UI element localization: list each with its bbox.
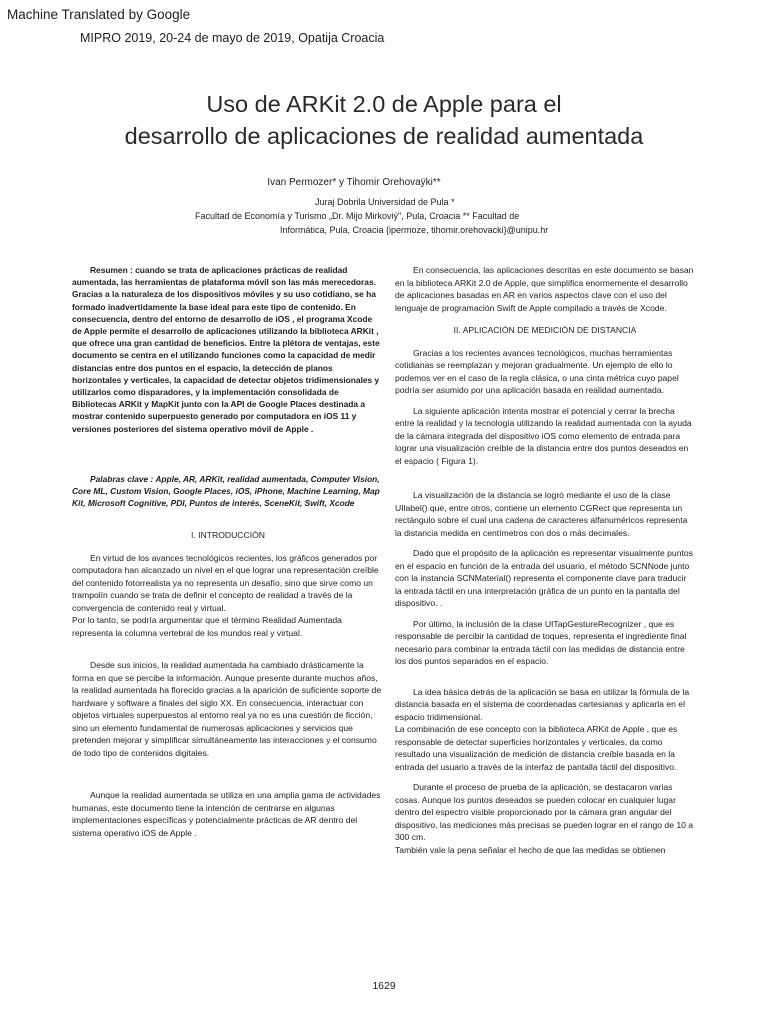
affiliation-block (180, 195, 600, 237)
paragraph: La idea básica detrás de la aplicación se basa en utilizar la fórmula de la distancia basada en el sistema de coordenadas cartesianas y aplicarla en el espacio tridimensional. (395, 686, 690, 722)
machine-translation-banner: Machine Translated by Google (7, 7, 191, 22)
keywords: Palabras clave : Apple, AR, ARKit, realidad aumentada, Computer Vision, Core ML, Custom Vision, Google Places, iOS, iPhone, Machine Learning, Map Kit, Microsoft Cognitive, PDI, Puntos de interés, SceneKit, Swift, Xcode (72, 473, 380, 509)
paragraph: Dado que el propósito de la aplicación es representar visualmente puntos en el espacio en función de la entrada del usuario, el método SCNNode junto con la instancia SCNMaterial() representa el componente clave para traducir la entrada táctil en una interpretación gráfica de un punto en la pantalla del dispositivo. . (395, 548, 693, 608)
paragraph: Desde sus inicios, la realidad aumentada ha cambiado drásticamente la forma en que se percibe la información. Aunque presente durante muchos años, la realidad aumentada ha florecido gracias a la aparición de suficiente soporte de hardware y software a finales del siglo XX. En consecuencia, interactuar con objetos virtuales superpuestos al entorno real ya no es una cuestión de ficción, sino un elemento fundamental de numerosas aplicaciones y servicios que pretenden mejorar y simplificar simultáneamente las interacciones y el consumo de todo tipo de contenidos digitales. (72, 660, 382, 758)
paragraph: Gracias a los recientes avances tecnológicos, muchas herramientas cotidianas se reemplazan y mejoran gradualmente. Un ejemplo de ello lo podemos ver en el caso de la regla clásica, o una cinta métrica cuyo papel podría ser asumido por una aplicación basada en realidad aumentada. (395, 347, 679, 395)
affiliation-line: Informática, Pula, Croacia {ipermoze, tihomir.orehovacki}@unipu.hr (280, 225, 549, 235)
paragraph: La combinación de ese concepto con la biblioteca ARKit de Apple , que es responsable de detectar superficies horizontales y verticales, da como resultado una visualización de medición de distancia creíble basada en la entrada del usuario a través de la interfaz de pantalla táctil del dispositivo. (395, 724, 678, 772)
paragraph: Por lo tanto, se podría argumentar que el término Realidad Aumentada representa la columna vertebral de los mundos real y virtual. (72, 615, 342, 638)
paragraph: Por último, la inclusión de la clase UITapGestureRecognizer , que es responsable de percibir la cantidad de toques, representa el ingrediente final necesario para combinar la entrada táctil con las medidas de distancia entre los dos puntos separados en el espacio. (395, 618, 687, 666)
conference-header: MIPRO 2019, 20-24 de mayo de 2019, Opatija Croacia (80, 31, 385, 45)
paragraph: En virtud de los avances tecnológicos recientes, los gráficos generados por computadora han alcanzado un nivel en el que lograr una representación creíble del contenido fotorrealista ya no representa un desafío, sino que sirve como un trampolín cuando se trata de definir el concepto de realidad a través de la convergencia de contenido real y virtual. (72, 552, 379, 613)
title-line-1: Uso de ARKit 2.0 de Apple para el (206, 91, 562, 117)
affiliation-line: Juraj Dobrila Universidad de Pula * (315, 197, 455, 207)
paragraph: La visualización de la distancia se logró mediante el uso de la clase UIlabel() que, entre otros, contiene un elemento CGRect que representa un rectángulo sobre el cual una cadena de caracteres alfanuméricos representa la distancia medida en centímetros con dos o más decimales. (395, 490, 688, 538)
abstract: Resumen : cuando se trata de aplicaciones prácticas de realidad aumentada, las herramientas de plataforma móvil son las más merecedoras. Gracias a la naturaleza de los dispositivos móviles y su uso cotidiano, se ha formado inadvertidamente la base ideal para este tipo de contenido. En consecuencia, dentro del entorno de desarrollo de iOS , el programa Xcode de Apple permite el desarrollo de aplicaciones utilizando la biblioteca ARKit , que ofrece una gran cantidad de beneficios. Entre la plétora de ventajas, este documento se centra en el utilizando funciones como la capacidad de medir distancias entre dos puntos en el espacio, la detección de planos horizontales y verticales, la capacidad de detectar objetos tridimensionales y utilizarlos como disparadores, y la implementación consolidada de Bibliotecas ARKit y MapKit junto con la API de Google Places destinada a mostrar contenido superpuesto generado por computadora en iOS 11 y versiones posteriores del sistema operativo móvil de Apple . (72, 265, 380, 434)
title-line-2: desarrollo de aplicaciones de realidad aumentada (124, 123, 644, 149)
paper-title (40, 88, 728, 152)
authors: Ivan Permozer* y Tihomir Orehovaÿki** (267, 177, 441, 188)
paragraph: Durante el proceso de prueba de la aplicación, se destacaron varias cosas. Aunque los puntos deseados se pueden colocar en cualquier lugar dentro del espectro visible proporcionado por la cámara gran angular del dispositivo, las mediciones más precisas se pueden lograr en el rango de 10 a 300 cm. (395, 782, 694, 842)
affiliation-line: Facultad de Economía y Turismo „Dr. Mijo Mirkoviý", Pula, Croacia ** Facultad de (195, 211, 520, 221)
paragraph: La siguiente aplicación intenta mostrar el potencial y cerrar la brecha entre la realidad y la tecnología utilizando la realidad aumentada con la ayuda de la cámara integrada del dispositivo iOS como elemento de entrada para lograr una visualización creíble de la distancia entre dos puntos deseados en el espacio ( Figura 1). (395, 405, 692, 466)
paragraph: También vale la pena señalar el hecho de que las medidas se obtienen (395, 844, 666, 855)
left-column (72, 264, 384, 839)
right-column (395, 264, 695, 856)
paragraph: En consecuencia, las aplicaciones descritas en este documento se basan en la biblioteca ARKit 2.0 de Apple, que simplifica enormemente el desarrollo de aplicaciones basadas en AR en varios aspectos clave con el uso del lenguaje de programación Swift de Apple compilado a través de Xcode. (395, 265, 694, 313)
section-heading-distance-app: II. APLICACIÓN DE MEDICIÓN DE DISTANCIA (453, 325, 637, 335)
section-heading-introduction: I. INTRODUCCIÓN (191, 530, 265, 541)
page-number: 1629 (372, 980, 396, 992)
paragraph: Aunque la realidad aumentada se utiliza en una amplia gama de actividades humanas, este documento tiene la intención de centrarse en algunas implementaciones específicas y potencialmente prácticas de AR dentro del sistema operativo iOS de Apple . (72, 790, 381, 838)
